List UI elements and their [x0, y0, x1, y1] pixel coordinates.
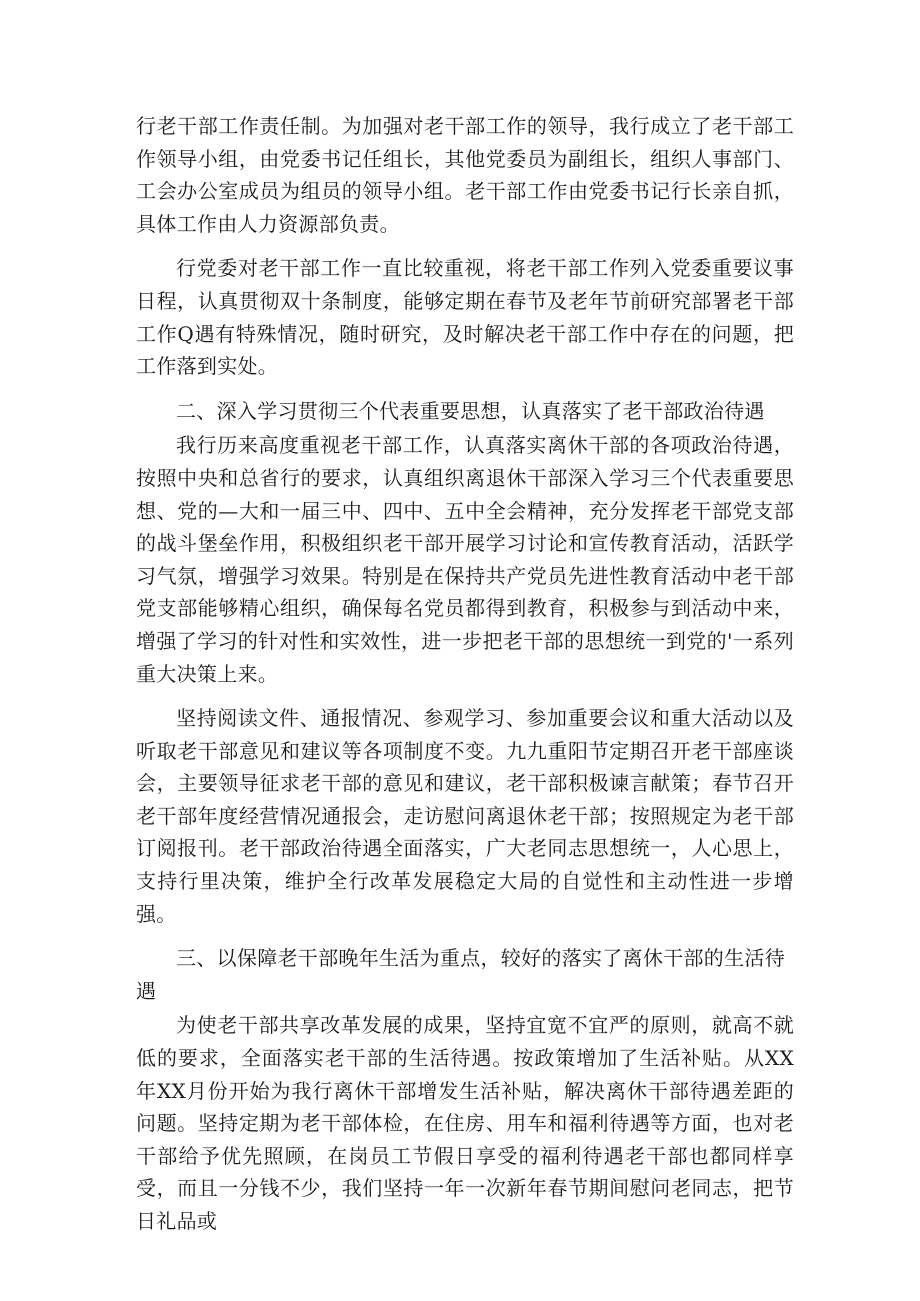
paragraph-party-committee: 行党委对老干部工作一直比较重视，将老干部工作列入党委重要议事日程，认真贯彻双十条制度，能够定期在春节及老年节前研究部署老干部工作Q遇有特殊情况，随时研究，及时解决老干部工作中存在的问题，把工作落到实处。 [136, 256, 794, 379]
paragraph-systems-unchanged: 坚持阅读文件、通报情况、参观学习、参加重要会议和重大活动以及听取老干部意见和建议等各项制度不变。九九重阳节定期召开老干部座谈会，主要领导征求老干部的意见和建议，老干部积极谏言献策；春节召开老干部年度经营情况通报会，走访慰问离退休老干部；按照规定为老干部订阅报刊。老干部政治待遇全面落实，广大老同志思想统一，人心思上，支持行里决策，维护全行改革发展稳定大局的自觉性和主动性进一步增强。 [136, 706, 794, 926]
paragraph-study-implementation: 我行历来高度重视老干部工作，认真落实离休干部的各项政治待遇，按照中央和总省行的要求，认真组织离退休干部深入学习三个代表重要思想、党的—大和一届三中、四中、五中全会精神，充分发挥老干部党支部的战斗堡垒作用，积极组织老干部开展学习讨论和宣传教育活动，活跃学习气氛，增强学习效果。特别是在保持共产党员先进性教育活动中老干部党支部能够精心组织，确保每名党员都得到教育，积极参与到活动中来，增强了学习的针对性和实效性，进一步把老干部的思想统一到党的'一系列重大决策上来。 [136, 433, 794, 686]
section-heading-political-treatment: 二、深入学习贯彻三个代表重要思想，认真落实了老干部政治待遇 [176, 398, 765, 423]
document-page [136, 110, 794, 1250]
paragraph-leadership-group: 行老干部工作责任制。为加强对老干部工作的领导，我行成立了老干部工作领导小组，由党委书记任组长，其他党委员为副组长，组织人事部门、工会办公室成员为组员的领导小组。老干部工作由党委书记行长亲自抓，具体工作由人力资源部负责。 [136, 114, 794, 236]
paragraph-living-benefits: 为使老干部共享改革发展的成果，坚持宜宽不宜严的原则，就高不就低的要求，全面落实老干部的生活待遇。按政策增加了生活补贴。从XX年XX月份开始为我行离休干部增发生活补贴，解决离休干部待遇差距的问题。坚持定期为老干部体检，在住房、用车和福利待遇等方面，也对老干部给予优先照顾，在岗员工节假日享受的福利待遇老干部也都同样享受，而且一分钱不少，我们坚持一年一次新年春节期间慰问老同志，把节日礼品或 [136, 1013, 794, 1233]
section-heading-living-treatment: 三、以保障老干部晚年生活为重点，较好的落实了离休干部的生活待遇 [136, 946, 785, 1003]
